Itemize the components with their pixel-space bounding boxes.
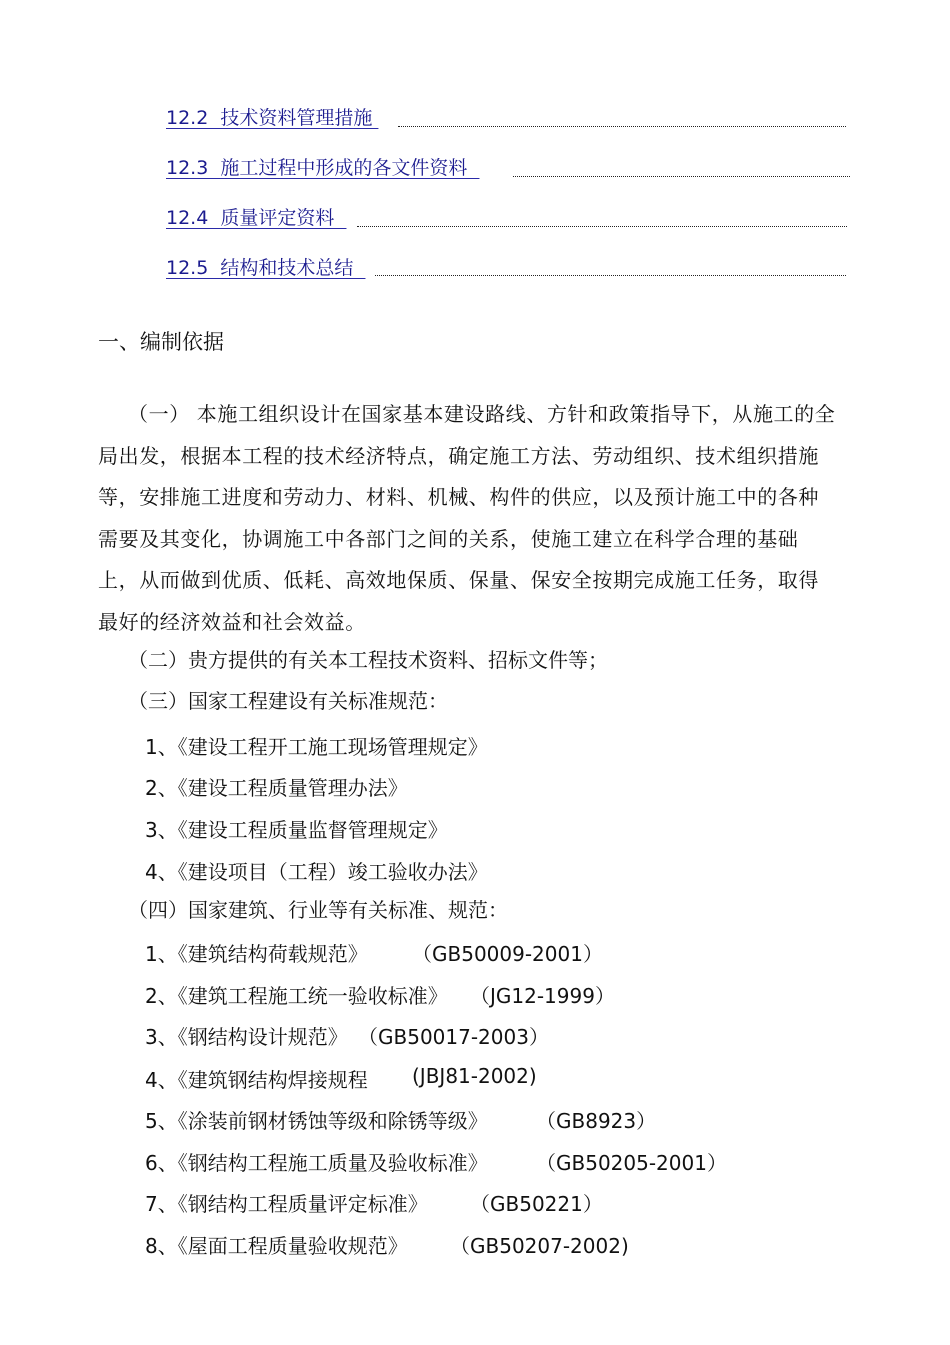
standard-name: 2、《建筑工程施工统一验收标准》 — [145, 984, 448, 1008]
basis-item-2: （二）贵方提供的有关本工程技术资料、招标文件等； — [128, 648, 608, 672]
toc-link[interactable]: 12.5 结构和技术总结 — [166, 257, 366, 279]
toc-leader-dots — [357, 226, 847, 227]
standard-code: （GB8923） — [536, 1109, 657, 1133]
regulation-item: 2、《建设工程质量管理办法》 — [145, 776, 408, 800]
standard-name: 6、《钢结构工程施工质量及验收标准》 — [145, 1151, 488, 1175]
regulation-item: 3、《建设工程质量监督管理规定》 — [145, 818, 448, 842]
standard-code: （GB50009-2001） — [412, 942, 603, 966]
toc-link[interactable]: 12.3 施工过程中形成的各文件资料 — [166, 157, 480, 179]
standard-name: 1、《建筑结构荷载规范》 — [145, 942, 368, 966]
section-heading: 一、编制依据 — [98, 330, 224, 354]
standard-code: （GB50207-2002) — [450, 1234, 629, 1258]
basis-item-4: （四）国家建筑、行业等有关标准、规范： — [128, 898, 508, 922]
toc-link[interactable]: 12.2 技术资料管理措施 — [166, 107, 379, 129]
regulation-item: 4、《建设项目（工程）竣工验收办法》 — [145, 860, 488, 884]
standard-name: 4、《建筑钢结构焊接规程 — [145, 1068, 368, 1092]
standard-name: 3、《钢结构设计规范》 — [145, 1025, 348, 1049]
standard-code: （GB50017-2003） — [358, 1025, 549, 1049]
standard-name: 5、《涂装前钢材锈蚀等级和除锈等级》 — [145, 1109, 488, 1133]
toc-leader-dots — [375, 275, 846, 276]
body-paragraph: （一） 本施工组织设计在国家基本建设路线、方针和政策指导下，从施工的全局出发，根据本工程的技术经济特点，确定施工方法、劳动组织、技术组织措施等，安排施工进度和劳动力、材料、机械、构件的供应，以及预计施工中的各种需要及其变化，协调施工中各部门之间的关系，使施工建立在科学合理的基础上，从而做到优质、低耗、高效地保质、保量、保安全按期完成施工任务，取得最好的经济效益和社会效益。 — [98, 402, 836, 634]
standard-code: (JBJ81-2002) — [412, 1064, 537, 1088]
standard-code: （JG12-1999） — [470, 984, 615, 1008]
standard-code: （GB50205-2001） — [536, 1151, 727, 1175]
toc-leader-dots — [398, 126, 846, 127]
toc-entry-12-2[interactable] — [166, 104, 378, 130]
toc-link[interactable]: 12.4 质量评定资料 — [166, 207, 347, 229]
standard-name: 7、《钢结构工程质量评定标准》 — [145, 1192, 428, 1216]
regulation-item: 1、《建设工程开工施工现场管理规定》 — [145, 735, 488, 759]
toc-entry-12-4[interactable] — [166, 204, 346, 230]
basis-item-3: （三）国家工程建设有关标准规范： — [128, 689, 448, 713]
standard-name: 8、《屋面工程质量验收规范》 — [145, 1234, 408, 1258]
standard-code: （GB50221） — [470, 1192, 603, 1216]
toc-leader-dots — [513, 176, 850, 177]
toc-entry-12-3[interactable] — [166, 154, 479, 180]
toc-entry-12-5[interactable] — [166, 254, 365, 280]
